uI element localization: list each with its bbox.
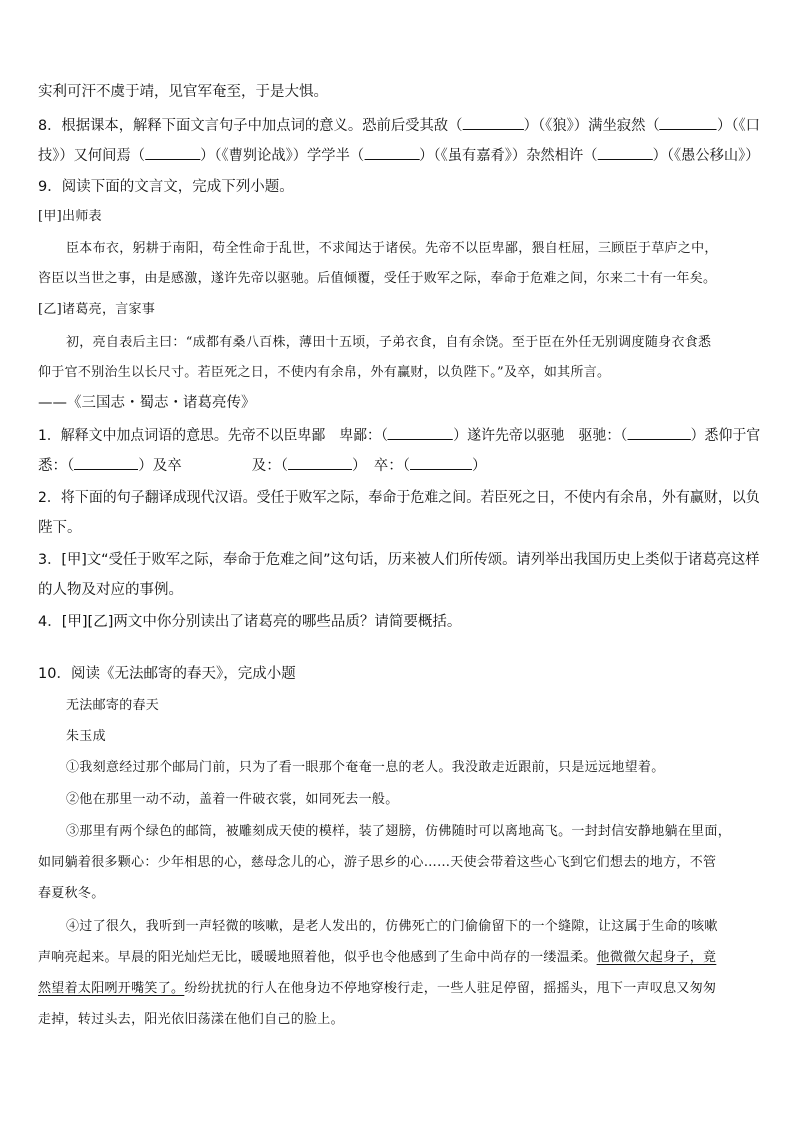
article-title: 无法邮寄的春天: [66, 698, 160, 713]
passage-yi-line: 初，亮自表后主曰：“成都有桑八百株，薄田十五顷，子弟衣食，自有余饶。至于臣在外任无别调度随身衣食悉: [66, 335, 712, 350]
underlined-sentence: 他微微欠起身子，竟: [596, 950, 717, 965]
passage-yi-title: [乙]诸葛亮，言家事: [38, 302, 156, 317]
article-paragraph-2: ②他在那里一动不动，盖着一件破衣裳，如同死去一般。: [66, 792, 399, 807]
answer-blank[interactable]: [627, 425, 690, 440]
question-8-line-2: 技》）又何间焉（ ）（《曹刿论战》）学学半（ ）（《虽有嘉肴》）杂然相许（ ）（《愚公移山》）: [38, 145, 760, 166]
subquestion-4-line: 4．[甲][乙]两文中你分别读出了诸葛亮的哪些品质？请简要概括。: [38, 614, 462, 630]
article-paragraph-3: 春夏秋冬。: [38, 886, 105, 901]
answer-blank[interactable]: [74, 455, 138, 470]
passage-yi-line: 仰于官不别治生以长尺寸。若臣死之日，不使内有余帛，外有赢财，以负陛下。”及卒，如其所言。: [38, 365, 611, 380]
article-paragraph-4: ④过了很久，我听到一声轻微的咳嗽，是老人发出的，仿佛死亡的门偷偷留下的一个缝隙，让这属于生命的咳嗽: [66, 919, 718, 934]
subquestion-2-line: 2．将下面的句子翻译成现代汉语。受任于败军之际，奉命于危难之间。若臣死之日，不使内有余帛，外有赢财，以负: [38, 490, 760, 506]
text-line: 实利可汗不虞于靖，见官军奄至，于是大惧。: [38, 84, 328, 100]
answer-blank[interactable]: [145, 145, 200, 160]
answer-blank[interactable]: [388, 425, 453, 440]
answer-blank[interactable]: [660, 115, 717, 130]
article-paragraph-4: 然望着太阳咧开嘴笑了。纷纷扰扰的行人在他身边不停地穿梭行走，一些人驻足停留，摇摇头，甩下一声叹息又匆匆: [38, 981, 717, 996]
passage-jia-line: 臣本布衣，躬耕于南阳，苟全性命于乱世，不求闻达于诸侯。先帝不以臣卑鄙，猥自枉屈，三顾臣于草庐之中，: [66, 241, 718, 256]
passage-source: ——《三国志・蜀志・诸葛亮传》: [38, 395, 256, 411]
article-paragraph-3: ③那里有两个绿色的邮筒，被雕刻成天使的模样，装了翅膀，仿佛随时可以离地高飞。一封封信安静地躺在里面，: [66, 824, 732, 839]
underlined-sentence: 然望着太阳咧开嘴笑了。: [38, 981, 185, 996]
question-9-intro: 9．阅读下面的文言文，完成下列小题。: [38, 179, 294, 195]
article-paragraph-3: 如同躺着很多颗心：少年相思的心，慈母念儿的心，游子思乡的心……天使会带着这些心飞到它们想去的地方，不管: [38, 855, 717, 870]
article-author: 朱玉成: [66, 729, 106, 744]
passage-jia-title: [甲]出师表: [38, 209, 102, 224]
subquestion-1-line-2: 悉：（ ）及卒 及：（ ） 卒：（ ）: [38, 455, 487, 476]
answer-blank[interactable]: [462, 115, 523, 130]
answer-blank[interactable]: [410, 455, 472, 470]
question-8-line-1: 8．根据课本，解释下面文言句子中加点词的意义。恐前后受其敌（ ）（《狼》）满坐寂然（ ）（《口: [38, 115, 760, 136]
subquestion-1-line-1: 1．解释文中加点词语的意思。先帝不以臣卑鄙 卑鄙：（ ）遂许先帝以驱驰 驱驰：（ ）悉仰于官: [38, 425, 760, 446]
subquestion-3-line: 3．[甲]文“受任于败军之际，奉命于危难之间”这句话，历来被人们所传颂。请列举出我国历史上类似于诸葛亮这样: [38, 552, 760, 568]
answer-blank[interactable]: [364, 145, 419, 160]
answer-blank[interactable]: [597, 145, 652, 160]
subquestion-2-line: 陛下。: [38, 520, 82, 536]
answer-blank[interactable]: [288, 455, 352, 470]
article-paragraph-4: 走掉，转过头去，阳光依旧荡漾在他们自己的脸上。: [38, 1012, 344, 1027]
article-paragraph-4: 声响亮起来。早晨的阳光灿烂无比，暖暖地照着他，似乎也令他感到了生命中尚存的一缕温柔。他微微欠起身子，竟: [38, 950, 717, 965]
question-10-intro: 10．阅读《无法邮寄的春天》，完成小题: [38, 666, 296, 682]
subquestion-3-line: 的人物及对应的事例。: [38, 582, 183, 598]
passage-jia-line: 咨臣以当世之事，由是感激，遂许先帝以驱驰。后值倾覆，受任于败军之际，奉命于危难之间，尔来二十有一年矣。: [38, 271, 717, 286]
article-paragraph-1: ①我刻意经过那个邮局门前，只为了看一眼那个奄奄一息的老人。我没敢走近跟前，只是远远地望着。: [66, 760, 665, 775]
